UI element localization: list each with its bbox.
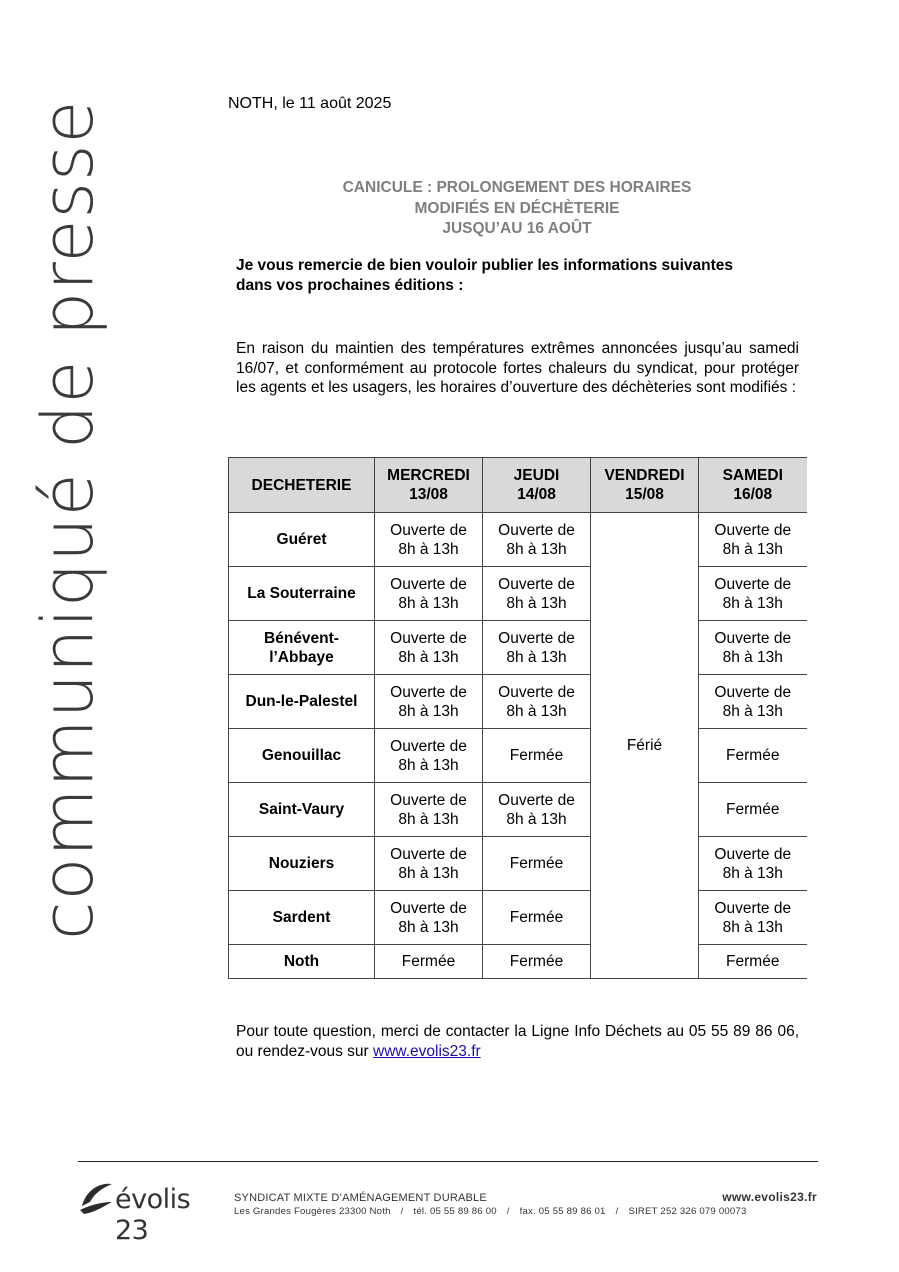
status-open: Ouverte de 8h à 13h bbox=[375, 513, 483, 567]
org-contact-line bbox=[234, 1205, 747, 1219]
org-address: Les Grandes Fougères 23300 Noth bbox=[234, 1206, 391, 1217]
table-row bbox=[229, 513, 807, 567]
status-closed: Fermée bbox=[483, 837, 591, 891]
website-link[interactable]: www.evolis23.fr bbox=[373, 1042, 481, 1060]
header-friday: VENDREDI 15/08 bbox=[591, 458, 699, 513]
status-closed: Fermée bbox=[483, 945, 591, 979]
footer-website: www.evolis23.fr bbox=[722, 1190, 817, 1204]
headline-line-1: CANICULE : PROLONGEMENT DES HORAIRES bbox=[342, 179, 692, 196]
header-saturday: SAMEDI 16/08 bbox=[699, 458, 807, 513]
organization-info bbox=[234, 1191, 747, 1219]
status-closed: Fermée bbox=[699, 945, 807, 979]
site-name: La Souterraine bbox=[229, 567, 375, 621]
status-open: Ouverte de 8h à 13h bbox=[699, 891, 807, 945]
contact-paragraph bbox=[236, 1022, 799, 1061]
status-open: Ouverte de 8h à 13h bbox=[375, 729, 483, 783]
table-row bbox=[229, 783, 807, 837]
separator: / bbox=[615, 1206, 619, 1217]
site-name: Bénévent- l’Abbaye bbox=[229, 621, 375, 675]
friday-holiday-cell: Férié bbox=[591, 513, 699, 979]
org-siret: SIRET 252 326 079 00073 bbox=[628, 1206, 747, 1217]
status-open: Ouverte de 8h à 13h bbox=[483, 783, 591, 837]
status-open: Ouverte de 8h à 13h bbox=[483, 567, 591, 621]
headline-line-3: JUSQU’AU 16 AOÛT bbox=[442, 220, 592, 237]
header-wednesday: MERCREDI 13/08 bbox=[375, 458, 483, 513]
headline bbox=[236, 178, 798, 240]
site-name: Sardent bbox=[229, 891, 375, 945]
table-row bbox=[229, 729, 807, 783]
publication-request bbox=[236, 256, 806, 296]
site-name: Nouziers bbox=[229, 837, 375, 891]
status-open: Ouverte de 8h à 13h bbox=[699, 513, 807, 567]
site-name: Genouillac bbox=[229, 729, 375, 783]
status-open: Ouverte de 8h à 13h bbox=[483, 675, 591, 729]
status-open: Ouverte de 8h à 13h bbox=[483, 621, 591, 675]
table-row bbox=[229, 567, 807, 621]
separator: / bbox=[400, 1206, 404, 1217]
status-open: Ouverte de 8h à 13h bbox=[699, 837, 807, 891]
logo-wordmark: évolis 23 bbox=[115, 1184, 191, 1246]
status-open: Ouverte de 8h à 13h bbox=[375, 891, 483, 945]
schedule-table bbox=[228, 457, 807, 979]
status-open: Ouverte de 8h à 13h bbox=[375, 837, 483, 891]
site-name: Saint-Vaury bbox=[229, 783, 375, 837]
status-open: Ouverte de 8h à 13h bbox=[375, 567, 483, 621]
status-open: Ouverte de 8h à 13h bbox=[699, 675, 807, 729]
evolis-logo-mark-icon bbox=[78, 1180, 114, 1216]
table-row bbox=[229, 837, 807, 891]
org-name: SYNDICAT MIXTE D’AMÉNAGEMENT DURABLE bbox=[234, 1192, 487, 1204]
footer-divider bbox=[78, 1161, 818, 1162]
site-name: Dun-le-Palestel bbox=[229, 675, 375, 729]
body-paragraph: En raison du maintien des températures extrêmes annoncées jusqu’au samedi 16/07, et conformément au protocole fortes chaleurs du syndicat, pour protéger les agents et les usagers, les horaires d’ouverture des déchèteries sont modifiés : bbox=[236, 340, 799, 396]
table-row bbox=[229, 675, 807, 729]
status-open: Ouverte de 8h à 13h bbox=[375, 783, 483, 837]
status-closed: Fermée bbox=[483, 891, 591, 945]
status-closed: Fermée bbox=[375, 945, 483, 979]
headline-line-2: MODIFIÉS EN DÉCHÈTERIE bbox=[414, 199, 620, 217]
status-closed: Fermée bbox=[483, 729, 591, 783]
table-row bbox=[229, 891, 807, 945]
header-thursday: JEUDI 14/08 bbox=[483, 458, 591, 513]
date-line: NOTH, le 11 août 2025 bbox=[228, 95, 392, 112]
separator: / bbox=[506, 1206, 510, 1217]
status-open: Ouverte de 8h à 13h bbox=[483, 513, 591, 567]
status-open: Ouverte de 8h à 13h bbox=[375, 675, 483, 729]
table-row bbox=[229, 945, 807, 979]
site-name: Noth bbox=[229, 945, 375, 979]
contact-text: Pour toute question, merci de contacter la Ligne Info Déchets au 05 55 89 86 06, ou rendez-vous sur bbox=[236, 1023, 799, 1060]
table-row bbox=[229, 621, 807, 675]
org-tel: tél. 05 55 89 86 00 bbox=[413, 1206, 497, 1217]
status-open: Ouverte de 8h à 13h bbox=[699, 621, 807, 675]
header-site: DECHETERIE bbox=[229, 458, 375, 513]
status-open: Ouverte de 8h à 13h bbox=[375, 621, 483, 675]
request-line-2: dans vos prochaines éditions : bbox=[236, 277, 464, 294]
press-release-vertical-title: communiqué de presse bbox=[27, 99, 109, 940]
status-closed: Fermée bbox=[699, 783, 807, 837]
site-name: Guéret bbox=[229, 513, 375, 567]
evolis-logo bbox=[78, 1180, 228, 1246]
org-fax: fax. 05 55 89 86 01 bbox=[519, 1206, 606, 1217]
status-closed: Fermée bbox=[699, 729, 807, 783]
status-open: Ouverte de 8h à 13h bbox=[699, 567, 807, 621]
table-header-row bbox=[229, 458, 807, 513]
request-line-1: Je vous remercie de bien vouloir publier les informations suivantes bbox=[236, 257, 734, 274]
